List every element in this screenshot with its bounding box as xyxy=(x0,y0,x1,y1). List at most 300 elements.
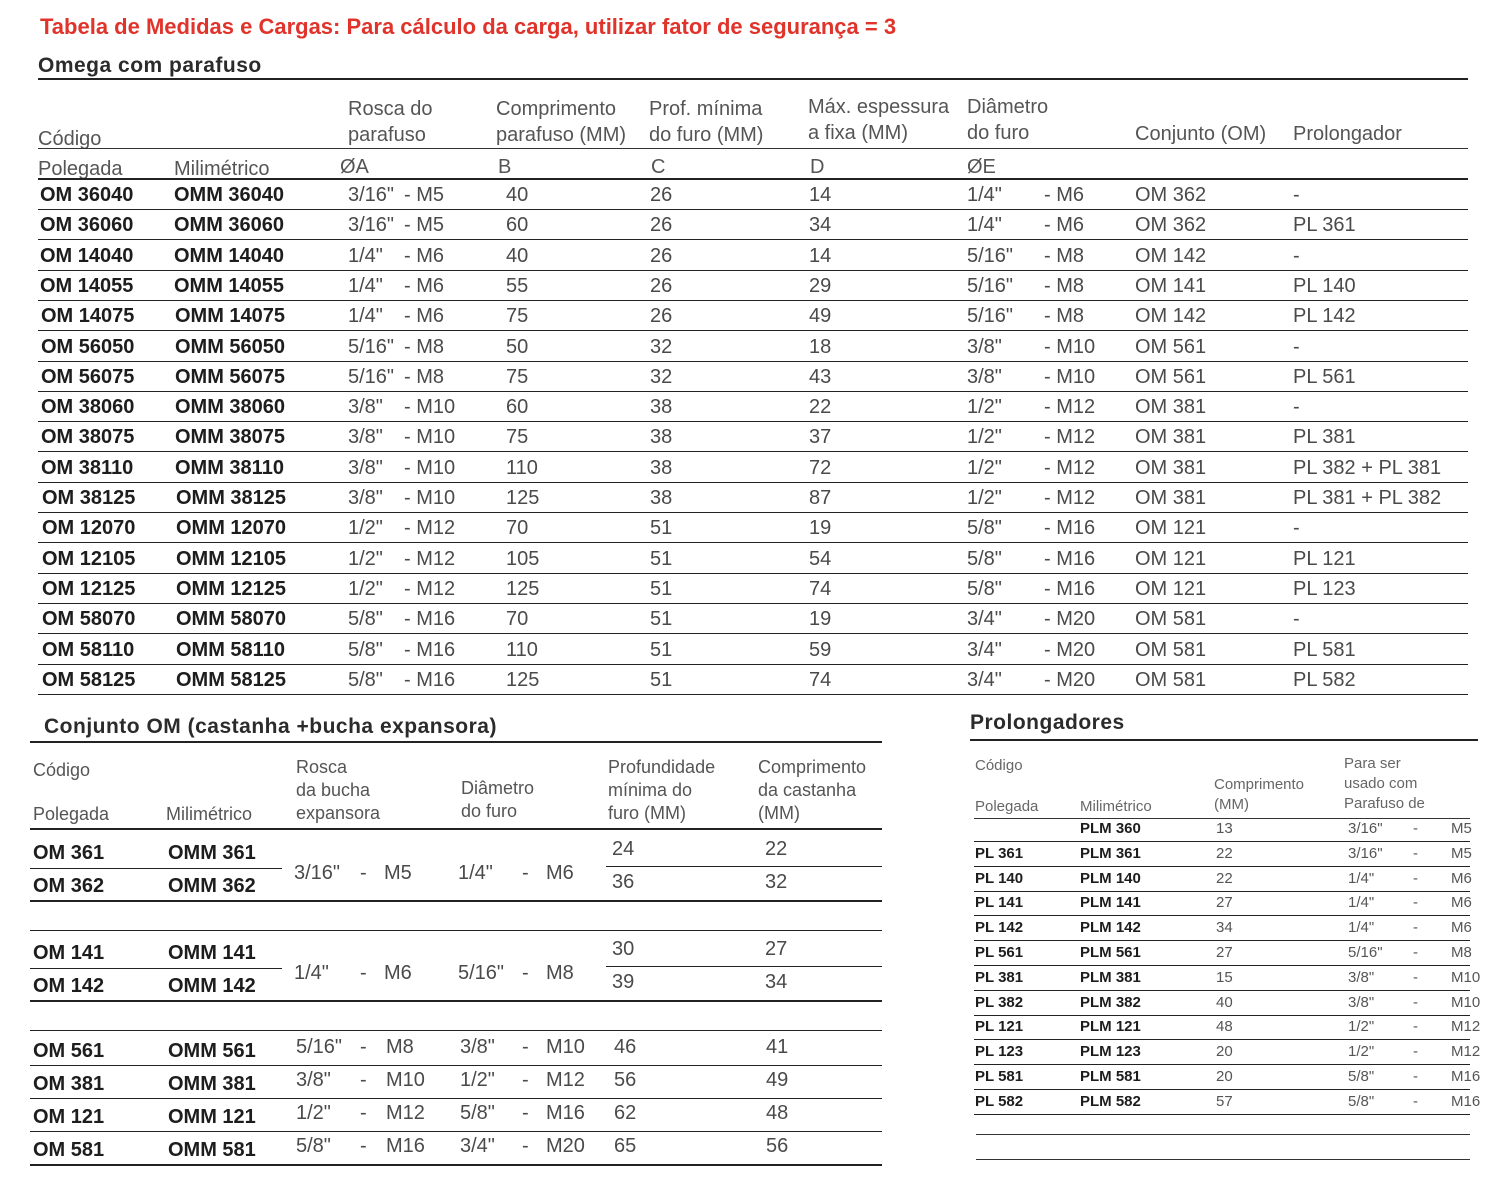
prolongadores-cell-codigo-polegada: PL 582 xyxy=(975,1093,1024,1110)
omega-cell-prof: 51 xyxy=(650,578,673,600)
prolongadores-cell-usado-metric: M6 xyxy=(1451,870,1472,887)
prolongadores-section-title: Prolongadores xyxy=(970,711,1125,734)
omega-header-diametro-1: Diâmetro xyxy=(967,96,1049,118)
omega-cell-conjunto: OM 121 xyxy=(1135,578,1207,600)
conjunto-cell-rosca-metric: M8 xyxy=(386,1036,414,1058)
prolongadores-cell-usado-inch: 5/8" xyxy=(1348,1068,1375,1085)
prolongadores-cell-codigo-milimetrico: PLM 360 xyxy=(1080,820,1141,837)
omega-cell-diametro-metric: - M12 xyxy=(1044,487,1096,509)
omega-cell-max-espessura: 74 xyxy=(809,669,832,691)
prolongadores-cell-usado-dash: - xyxy=(1413,1043,1418,1060)
conjunto-cell-prof: 65 xyxy=(614,1135,637,1157)
conjunto-row-rule xyxy=(30,1065,882,1066)
prolongadores-cell-usado-dash: - xyxy=(1413,894,1418,911)
prolongadores-cell-codigo-milimetrico: PLM 142 xyxy=(1080,919,1141,936)
omega-cell-rosca-metric: - M12 xyxy=(404,517,456,539)
conjunto-cell-diametro-metric: M16 xyxy=(546,1102,585,1124)
omega-cell-max-espessura: 74 xyxy=(809,578,832,600)
omega-title-rule xyxy=(38,78,1468,80)
prolongadores-cell-comprimento: 57 xyxy=(1216,1093,1233,1110)
omega-cell-codigo-polegada: OM 58125 xyxy=(42,669,136,691)
prolongadores-header-rule xyxy=(974,818,1470,819)
omega-cell-codigo-milimetrico: OMM 56050 xyxy=(175,336,286,358)
conjunto-header-comp-3: (MM) xyxy=(758,803,800,823)
omega-cell-rosca-metric: - M10 xyxy=(404,396,456,418)
conjunto-cell-codigo-polegada: OM 141 xyxy=(33,942,105,964)
omega-row-rule xyxy=(38,573,1468,574)
prolongadores-cell-codigo-polegada: PL 140 xyxy=(975,870,1024,887)
omega-cell-rosca-metric: - M10 xyxy=(404,457,456,479)
conjunto-cell-rosca-dash: - xyxy=(360,962,367,984)
omega-cell-codigo-milimetrico: OMM 38060 xyxy=(175,396,286,418)
omega-cell-prolongador: PL 582 xyxy=(1293,669,1356,691)
prolongadores-cell-usado-metric: M12 xyxy=(1451,1043,1481,1060)
conjunto-header-codigo: Código xyxy=(33,760,91,780)
conjunto-cell-rosca-metric: M16 xyxy=(386,1135,425,1157)
omega-cell-codigo-milimetrico: OMM 12105 xyxy=(176,548,287,570)
omega-cell-codigo-milimetrico: OMM 38125 xyxy=(176,487,287,509)
omega-cell-max-espessura: 19 xyxy=(809,517,832,539)
omega-cell-diametro-inch: 1/2" xyxy=(967,396,1002,418)
omega-cell-rosca-metric: - M8 xyxy=(404,336,444,358)
omega-cell-conjunto: OM 581 xyxy=(1135,639,1207,661)
omega-cell-codigo-milimetrico: OMM 58125 xyxy=(176,669,287,691)
conjunto-cell-comp: 41 xyxy=(766,1036,789,1058)
conjunto-cell-codigo-milimetrico: OMM 362 xyxy=(168,875,256,897)
prolongadores-row-rule xyxy=(974,990,1470,991)
prolongadores-cell-comprimento: 20 xyxy=(1216,1068,1233,1085)
conjunto-cell-rosca-dash: - xyxy=(360,1069,367,1091)
omega-header-rule-2 xyxy=(38,178,1468,180)
conjunto-cell-diametro-inch: 5/8" xyxy=(460,1102,495,1124)
conjunto-cell-diametro-dash: - xyxy=(522,1069,529,1091)
omega-cell-comprimento: 125 xyxy=(506,578,540,600)
omega-cell-diametro-inch: 3/4" xyxy=(967,608,1002,630)
omega-cell-diametro-metric: - M20 xyxy=(1044,608,1096,630)
omega-row-rule xyxy=(38,664,1468,665)
prolongadores-cell-usado-inch: 5/16" xyxy=(1348,944,1383,961)
omega-cell-diametro-metric: - M10 xyxy=(1044,366,1096,388)
conjunto-cell-rosca-dash: - xyxy=(360,1135,367,1157)
omega-cell-max-espessura: 14 xyxy=(809,245,832,267)
omega-header-diametro-sym: ØE xyxy=(967,156,996,178)
omega-cell-prolongador: PL 381 xyxy=(1293,426,1356,448)
conjunto-group-rule-left xyxy=(30,968,282,969)
prolongadores-row-rule xyxy=(974,965,1470,966)
omega-header-polegada: Polegada xyxy=(38,158,123,180)
prolongadores-cell-usado-dash: - xyxy=(1413,870,1418,887)
conjunto-cell-diametro-dash: - xyxy=(522,1135,529,1157)
omega-header-prof-2: do furo (MM) xyxy=(649,124,764,146)
omega-header-rosca-sym: ØA xyxy=(340,156,369,178)
omega-cell-prolongador: PL 142 xyxy=(1293,305,1356,327)
omega-cell-prolongador: - xyxy=(1293,336,1300,358)
omega-cell-conjunto: OM 141 xyxy=(1135,275,1207,297)
conjunto-cell-diametro-inch: 1/2" xyxy=(460,1069,495,1091)
prolongadores-header-usado-1: Para ser xyxy=(1344,755,1401,772)
omega-cell-diametro-inch: 5/8" xyxy=(967,578,1002,600)
omega-cell-diametro-inch: 3/8" xyxy=(967,336,1002,358)
conjunto-cell-comp: 27 xyxy=(765,938,788,960)
omega-cell-rosca-inch: 1/2" xyxy=(348,517,383,539)
conjunto-cell-diametro-inch: 1/4" xyxy=(458,862,493,884)
omega-header-rosca-2: parafuso xyxy=(348,124,426,146)
prolongadores-cell-codigo-milimetrico: PLM 381 xyxy=(1080,969,1141,986)
omega-cell-codigo-polegada: OM 14075 xyxy=(41,305,135,327)
omega-cell-rosca-metric: - M6 xyxy=(404,245,444,267)
conjunto-cell-prof: 30 xyxy=(612,938,635,960)
conjunto-cell-prof: 62 xyxy=(614,1102,637,1124)
conjunto-cell-comp: 22 xyxy=(765,838,788,860)
omega-cell-rosca-inch: 5/16" xyxy=(348,336,395,358)
prolongadores-cell-codigo-milimetrico: PLM 561 xyxy=(1080,944,1141,961)
omega-cell-comprimento: 40 xyxy=(506,245,529,267)
omega-row-rule xyxy=(38,239,1468,240)
omega-cell-rosca-inch: 3/8" xyxy=(348,487,383,509)
omega-cell-comprimento: 105 xyxy=(506,548,540,570)
prolongadores-cell-comprimento: 22 xyxy=(1216,870,1233,887)
prolongadores-cell-codigo-polegada: PL 381 xyxy=(975,969,1024,986)
conjunto-cell-codigo-milimetrico: OMM 141 xyxy=(168,942,256,964)
omega-cell-rosca-metric: - M6 xyxy=(404,275,444,297)
omega-cell-diametro-metric: - M12 xyxy=(1044,426,1096,448)
prolongadores-cell-codigo-milimetrico: PLM 123 xyxy=(1080,1043,1141,1060)
omega-cell-codigo-polegada: OM 38110 xyxy=(41,457,134,479)
conjunto-group-rule-left xyxy=(30,868,282,869)
omega-cell-diametro-metric: - M20 xyxy=(1044,639,1096,661)
omega-cell-max-espessura: 72 xyxy=(809,457,832,479)
conjunto-cell-codigo-polegada: OM 561 xyxy=(33,1040,105,1062)
omega-cell-rosca-metric: - M16 xyxy=(404,639,456,661)
prolongadores-cell-codigo-polegada: PL 123 xyxy=(975,1043,1024,1060)
prolongadores-cell-usado-dash: - xyxy=(1413,919,1418,936)
omega-cell-diametro-metric: - M8 xyxy=(1044,275,1084,297)
prolongadores-row-rule xyxy=(974,1064,1470,1065)
omega-cell-max-espessura: 18 xyxy=(809,336,832,358)
omega-row-rule xyxy=(38,482,1468,483)
conjunto-header-rosca-1: Rosca xyxy=(296,757,348,777)
conjunto-cell-rosca-inch: 5/8" xyxy=(296,1135,331,1157)
omega-row-rule xyxy=(38,361,1468,362)
conjunto-cell-prof: 24 xyxy=(612,838,635,860)
conjunto-row-rule xyxy=(30,1164,882,1166)
omega-cell-prolongador: PL 123 xyxy=(1293,578,1356,600)
prolongadores-cell-usado-metric: M10 xyxy=(1451,969,1481,986)
omega-cell-prof: 26 xyxy=(650,305,673,327)
conjunto-header-milimetrico: Milimétrico xyxy=(166,804,253,824)
omega-cell-rosca-inch: 1/4" xyxy=(348,245,383,267)
omega-cell-prolongador: PL 381 + PL 382 xyxy=(1293,487,1442,509)
omega-cell-codigo-milimetrico: OMM 14040 xyxy=(174,245,285,267)
omega-cell-rosca-metric: - M6 xyxy=(404,305,444,327)
prolongadores-cell-usado-inch: 5/8" xyxy=(1348,1093,1375,1110)
prolongadores-cell-codigo-milimetrico: PLM 581 xyxy=(1080,1068,1141,1085)
conjunto-header-comp-2: da castanha xyxy=(758,780,857,800)
omega-cell-prolongador: - xyxy=(1293,245,1300,267)
omega-cell-diametro-metric: - M6 xyxy=(1044,184,1084,206)
omega-row-rule xyxy=(38,542,1468,543)
omega-cell-diametro-metric: - M12 xyxy=(1044,396,1096,418)
omega-row-rule xyxy=(38,391,1468,392)
omega-cell-max-espessura: 19 xyxy=(809,608,832,630)
omega-cell-prof: 38 xyxy=(650,457,673,479)
conjunto-cell-diametro-dash: - xyxy=(522,962,529,984)
prolongadores-cell-codigo-polegada: PL 382 xyxy=(975,994,1024,1011)
prolongadores-cell-usado-metric: M16 xyxy=(1451,1068,1481,1085)
conjunto-header-polegada: Polegada xyxy=(33,804,110,824)
conjunto-cell-comp: 56 xyxy=(766,1135,789,1157)
prolongadores-cell-codigo-polegada: PL 361 xyxy=(975,845,1024,862)
prolongadores-row-rule xyxy=(974,891,1470,892)
prolongadores-header-codigo: Código xyxy=(975,757,1023,774)
omega-row-rule xyxy=(38,451,1468,452)
omega-row-rule xyxy=(38,603,1468,604)
conjunto-cell-codigo-milimetrico: OMM 381 xyxy=(168,1073,256,1095)
omega-cell-max-espessura: 43 xyxy=(809,366,832,388)
conjunto-header-diametro-2: do furo xyxy=(461,801,518,821)
omega-cell-comprimento: 70 xyxy=(506,517,529,539)
omega-cell-rosca-inch: 3/8" xyxy=(348,457,383,479)
conjunto-cell-codigo-polegada: OM 361 xyxy=(33,842,105,864)
omega-cell-prof: 32 xyxy=(650,336,673,358)
conjunto-cell-prof: 39 xyxy=(612,971,635,993)
omega-cell-prolongador: PL 581 xyxy=(1293,639,1356,661)
omega-cell-codigo-milimetrico: OMM 36060 xyxy=(174,214,285,236)
omega-cell-prof: 38 xyxy=(650,426,673,448)
omega-cell-conjunto: OM 581 xyxy=(1135,608,1207,630)
prolongadores-cell-usado-dash: - xyxy=(1413,1093,1418,1110)
conjunto-cell-diametro-dash: - xyxy=(522,1036,529,1058)
omega-cell-codigo-polegada: OM 38060 xyxy=(41,396,135,418)
omega-cell-codigo-milimetrico: OMM 12070 xyxy=(176,517,287,539)
omega-cell-prolongador: PL 561 xyxy=(1293,366,1356,388)
prolongadores-cell-usado-inch: 1/2" xyxy=(1348,1018,1375,1035)
prolongadores-header-milimetrico: Milimétrico xyxy=(1080,798,1152,815)
omega-header-rule-1 xyxy=(38,148,1468,149)
omega-cell-rosca-inch: 5/16" xyxy=(348,366,395,388)
omega-cell-max-espessura: 34 xyxy=(809,214,832,236)
prolongadores-cell-comprimento: 40 xyxy=(1216,994,1233,1011)
omega-cell-diametro-metric: - M16 xyxy=(1044,578,1096,600)
conjunto-header-prof-3: furo (MM) xyxy=(608,803,686,823)
conjunto-group-rule-right xyxy=(606,966,882,967)
prolongadores-cell-usado-inch: 1/2" xyxy=(1348,1043,1375,1060)
conjunto-cell-diametro-metric: M6 xyxy=(546,862,574,884)
omega-cell-rosca-inch: 3/8" xyxy=(348,426,383,448)
omega-cell-rosca-metric: - M8 xyxy=(404,366,444,388)
omega-cell-max-espessura: 87 xyxy=(809,487,832,509)
omega-header-comprimento-sym: B xyxy=(498,156,512,178)
omega-cell-conjunto: OM 362 xyxy=(1135,184,1207,206)
omega-cell-codigo-polegada: OM 12105 xyxy=(42,548,136,570)
omega-cell-codigo-milimetrico: OMM 58070 xyxy=(176,608,287,630)
omega-row-rule xyxy=(38,512,1468,513)
conjunto-group-rule xyxy=(30,1000,882,1002)
omega-row-rule xyxy=(38,209,1468,210)
conjunto-cell-diametro-inch: 3/4" xyxy=(460,1135,495,1157)
omega-header-rosca-1: Rosca do xyxy=(348,98,433,120)
omega-cell-rosca-metric: - M12 xyxy=(404,578,456,600)
omega-header-milimetrico: Milimétrico xyxy=(174,158,270,180)
omega-cell-comprimento: 125 xyxy=(506,669,540,691)
omega-cell-prolongador: PL 121 xyxy=(1293,548,1356,570)
omega-cell-prof: 26 xyxy=(650,214,673,236)
omega-cell-diametro-metric: - M12 xyxy=(1044,457,1096,479)
conjunto-cell-rosca-dash: - xyxy=(360,1102,367,1124)
prolongadores-cell-codigo-polegada: PL 142 xyxy=(975,919,1024,936)
omega-header-comprimento-1: Comprimento xyxy=(496,98,617,120)
omega-cell-prof: 51 xyxy=(650,669,673,691)
omega-cell-codigo-polegada: OM 12125 xyxy=(42,578,136,600)
conjunto-cell-codigo-milimetrico: OMM 561 xyxy=(168,1040,256,1062)
omega-cell-rosca-inch: 1/4" xyxy=(348,275,383,297)
omega-cell-conjunto: OM 381 xyxy=(1135,457,1207,479)
omega-cell-rosca-metric: - M5 xyxy=(404,184,444,206)
omega-header-max-2: a fixa (MM) xyxy=(808,122,908,144)
prolongadores-cell-codigo-milimetrico: PLM 382 xyxy=(1080,994,1141,1011)
prolongadores-row-rule xyxy=(974,866,1470,867)
prolongadores-row-rule xyxy=(974,940,1470,941)
omega-header-diametro-2: do furo xyxy=(967,122,1030,144)
conjunto-row-rule xyxy=(30,1098,882,1099)
conjunto-cell-diametro-inch: 3/8" xyxy=(460,1036,495,1058)
prolongadores-cell-codigo-polegada: PL 121 xyxy=(975,1018,1024,1035)
omega-header-max-sym: D xyxy=(810,156,825,178)
omega-cell-conjunto: OM 362 xyxy=(1135,214,1207,236)
conjunto-cell-diametro-metric: M10 xyxy=(546,1036,585,1058)
omega-cell-diametro-inch: 3/4" xyxy=(967,669,1002,691)
omega-cell-rosca-metric: - M12 xyxy=(404,548,456,570)
omega-cell-conjunto: OM 561 xyxy=(1135,366,1207,388)
omega-cell-diametro-inch: 1/4" xyxy=(967,184,1002,206)
omega-row-rule xyxy=(38,633,1468,634)
prolongadores-cell-codigo-polegada: PL 141 xyxy=(975,894,1024,911)
prolongadores-cell-usado-dash: - xyxy=(1413,969,1418,986)
prolongadores-row-rule xyxy=(974,915,1470,916)
omega-cell-conjunto: OM 121 xyxy=(1135,517,1207,539)
omega-cell-codigo-polegada: OM 14040 xyxy=(40,245,134,267)
omega-cell-rosca-inch: 5/8" xyxy=(348,669,383,691)
omega-cell-rosca-inch: 5/8" xyxy=(348,608,383,630)
omega-header-conjunto: Conjunto (OM) xyxy=(1135,123,1267,145)
prolongadores-row-rule xyxy=(974,1039,1470,1040)
omega-cell-prof: 51 xyxy=(650,608,673,630)
conjunto-header-prof-1: Profundidade xyxy=(608,757,716,777)
omega-cell-comprimento: 70 xyxy=(506,608,529,630)
omega-cell-conjunto: OM 581 xyxy=(1135,669,1207,691)
conjunto-cell-codigo-polegada: OM 121 xyxy=(33,1106,105,1128)
omega-cell-rosca-metric: - M10 xyxy=(404,487,456,509)
conjunto-header-diametro-1: Diâmetro xyxy=(461,778,535,798)
omega-cell-codigo-polegada: OM 38075 xyxy=(41,426,135,448)
omega-cell-rosca-inch: 3/16" xyxy=(348,184,395,206)
omega-cell-prof: 26 xyxy=(650,275,673,297)
omega-cell-diametro-metric: - M20 xyxy=(1044,669,1096,691)
omega-cell-rosca-metric: - M16 xyxy=(404,669,456,691)
omega-cell-diametro-inch: 1/4" xyxy=(967,214,1002,236)
prolongadores-cell-comprimento: 20 xyxy=(1216,1043,1233,1060)
prolongadores-header-polegada: Polegada xyxy=(975,798,1039,815)
omega-header-prof-sym: C xyxy=(651,156,666,178)
prolongadores-cell-usado-inch: 1/4" xyxy=(1348,919,1375,936)
conjunto-cell-rosca-inch: 3/8" xyxy=(296,1069,331,1091)
prolongadores-header-usado-2: usado com xyxy=(1344,775,1418,792)
prolongadores-cell-comprimento: 27 xyxy=(1216,944,1233,961)
omega-header-comprimento-2: parafuso (MM) xyxy=(496,124,627,146)
conjunto-header-rule xyxy=(30,828,882,830)
omega-cell-rosca-inch: 1/2" xyxy=(348,578,383,600)
omega-cell-codigo-milimetrico: OMM 56075 xyxy=(175,366,286,388)
omega-cell-max-espessura: 22 xyxy=(809,396,832,418)
prolongadores-cell-usado-dash: - xyxy=(1413,1018,1418,1035)
omega-cell-codigo-milimetrico: OMM 14075 xyxy=(175,305,286,327)
omega-cell-rosca-metric: - M5 xyxy=(404,214,444,236)
omega-cell-comprimento: 55 xyxy=(506,275,529,297)
omega-cell-comprimento: 125 xyxy=(506,487,540,509)
omega-cell-codigo-milimetrico: OMM 38110 xyxy=(175,457,284,479)
omega-header-max-1: Máx. espessura xyxy=(808,96,950,118)
omega-row-rule xyxy=(38,421,1468,422)
prolongadores-row-rule xyxy=(974,841,1470,842)
omega-row-rule xyxy=(38,694,1468,695)
omega-cell-prof: 26 xyxy=(650,184,673,206)
omega-cell-codigo-polegada: OM 38125 xyxy=(42,487,136,509)
conjunto-cell-rosca-dash: - xyxy=(360,862,367,884)
omega-cell-codigo-polegada: OM 12070 xyxy=(42,517,136,539)
conjunto-section-title: Conjunto OM (castanha +bucha expansora) xyxy=(44,715,497,738)
prolongadores-cell-usado-metric: M5 xyxy=(1451,845,1472,862)
omega-cell-codigo-milimetrico: OMM 14055 xyxy=(174,275,285,297)
conjunto-cell-rosca-metric: M10 xyxy=(386,1069,425,1091)
conjunto-cell-codigo-milimetrico: OMM 361 xyxy=(168,842,256,864)
omega-cell-diametro-metric: - M10 xyxy=(1044,336,1096,358)
omega-cell-max-espessura: 54 xyxy=(809,548,832,570)
conjunto-group-rule-right xyxy=(606,866,882,867)
prolongadores-cell-comprimento: 48 xyxy=(1216,1018,1233,1035)
conjunto-cell-prof: 36 xyxy=(612,871,635,893)
omega-cell-conjunto: OM 121 xyxy=(1135,548,1207,570)
omega-cell-diametro-inch: 1/2" xyxy=(967,457,1002,479)
conjunto-cell-diametro-dash: - xyxy=(522,1102,529,1124)
omega-cell-rosca-metric: - M16 xyxy=(404,608,456,630)
omega-row-rule xyxy=(38,330,1468,331)
omega-cell-prolongador: - xyxy=(1293,517,1300,539)
prolongadores-cell-comprimento: 34 xyxy=(1216,919,1233,936)
prolongadores-cell-codigo-polegada: PL 581 xyxy=(975,1068,1024,1085)
omega-section-title: Omega com parafuso xyxy=(38,54,262,77)
omega-cell-diametro-inch: 5/16" xyxy=(967,305,1014,327)
omega-cell-rosca-inch: 5/8" xyxy=(348,639,383,661)
prolongadores-cell-usado-metric: M6 xyxy=(1451,894,1472,911)
omega-cell-max-espessura: 37 xyxy=(809,426,832,448)
omega-cell-comprimento: 40 xyxy=(506,184,529,206)
omega-cell-prof: 26 xyxy=(650,245,673,267)
omega-cell-codigo-polegada: OM 14055 xyxy=(40,275,134,297)
omega-cell-rosca-inch: 1/2" xyxy=(348,548,383,570)
prolongadores-cell-codigo-polegada: PL 561 xyxy=(975,944,1024,961)
conjunto-cell-rosca-metric: M5 xyxy=(384,862,412,884)
omega-cell-max-espessura: 49 xyxy=(809,305,832,327)
prolongadores-cell-codigo-milimetrico: PLM 582 xyxy=(1080,1093,1141,1110)
omega-cell-prolongador: - xyxy=(1293,184,1300,206)
conjunto-group-rule-thin xyxy=(30,1030,882,1031)
omega-cell-rosca-inch: 3/16" xyxy=(348,214,395,236)
conjunto-cell-comp: 49 xyxy=(766,1069,789,1091)
prolongadores-cell-usado-metric: M5 xyxy=(1451,820,1472,837)
prolongadores-cell-usado-metric: M16 xyxy=(1451,1093,1481,1110)
conjunto-cell-diametro-metric: M12 xyxy=(546,1069,585,1091)
prolongadores-cell-usado-metric: M6 xyxy=(1451,919,1472,936)
